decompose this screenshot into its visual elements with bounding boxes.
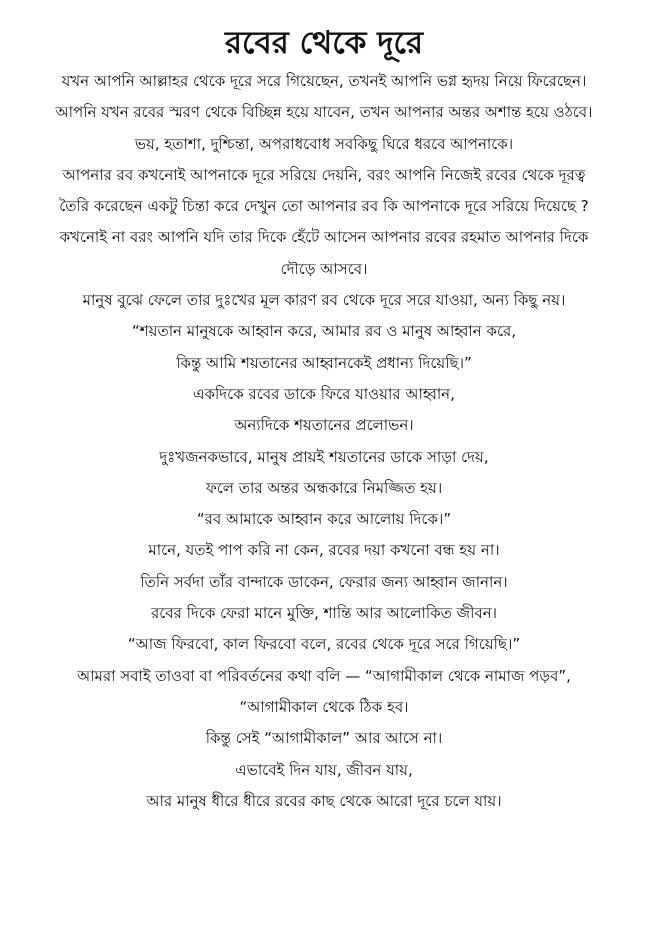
text-line: তিনি সর্বদা তাঁর বান্দাকে ডাকেন, ফেরার জন্য আহ্বান জানান। bbox=[140, 572, 508, 591]
text-line: আপনি যখন রবের স্মরণ থেকে বিচ্ছিন্ন হয়ে যাবেন, তখন আপনার অন্তর অশান্ত হয়ে ওঠবে। bbox=[55, 103, 593, 122]
text-line: আপনার রব কখনোই আপনাকে দূরে সরিয়ে দেয়নি, বরং আপনি নিজেই রবের থেকে দূরত্ব bbox=[62, 165, 586, 184]
text-line: ভয়, হতাশা, দুশ্চিন্তা, অপরাধবোধ সবকিছু ঘিরে ধরবে আপনাকে। bbox=[134, 134, 514, 153]
text-line: রবের দিকে ফেরা মানে মুক্তি, শান্তি আর আলোকিত জীবন। bbox=[150, 604, 498, 623]
quote-line: “আজ ফিরবো, কাল ফিরবো বলে, রবের থেকে দূরে সরে গিয়েছি।” bbox=[127, 635, 521, 654]
text-line: এভাবেই দিন যায়, জীবন যায়, bbox=[235, 760, 413, 779]
text-line: দুঃখজনকভাবে, মানুষ প্রায়ই শয়তানের ডাকে সাড়া দেয়, bbox=[159, 447, 489, 466]
quote-line: “রব আমাকে আহ্বান করে আলোয় দিকে।” bbox=[196, 510, 452, 529]
text-line: কিন্তু সেই “আগামীকাল” আর আসে না। bbox=[205, 729, 443, 748]
text-line: আর মানুষ ধীরে ধীরে রবের কাছ থেকে আরো দূরে চলে যায়। bbox=[146, 791, 502, 810]
text-line: একদিকে রবের ডাকে ফিরে যাওয়ার আহ্বান, bbox=[193, 384, 455, 403]
quote-line: “আগামীকাল থেকে ঠিক হব। bbox=[239, 697, 409, 716]
text-line: আমরা সবাই তাওবা বা পরিবর্তনের কথা বলি — “আগামীকাল থেকে নামাজ পড়ব”, bbox=[77, 666, 571, 685]
text-line: যখন আপনি আল্লাহর থেকে দূরে সরে গিয়েছেন, তখনই আপনি ভগ্ন হৃদয় নিয়ে ফিরেছেন। bbox=[61, 72, 587, 90]
quote-line: কিন্তু আমি শয়তানের আহ্বানকেই প্রধান্য দিয়েছি।” bbox=[176, 353, 472, 372]
quote-line: “শয়তান মানুষকে আহ্বান করে, আমার রব ও মানুষ আহ্বান করে, bbox=[131, 322, 517, 341]
document-body bbox=[14, 66, 634, 817]
document-title: রবের থেকে দূরে bbox=[225, 25, 423, 61]
text-line: দৌড়ে আসবে। bbox=[280, 259, 368, 278]
text-line: মানুষ বুঝে ফেলে তার দুঃখের মূল কারণ রব থেকে দূরে সরে যাওয়া, অন্য কিছু নয়। bbox=[82, 291, 566, 310]
text-line: ফলে তার অন্তর অন্ধকারে নিমজ্জিত হয়। bbox=[205, 478, 443, 497]
text-line: কখনোই না বরং আপনি যদি তার দিকে হেঁটে আসেন আপনার রবের রহমাত আপনার দিকে bbox=[59, 228, 589, 247]
text-line: মানে, যতই পাপ করি না কেন, রবের দয়া কখনো বন্ধ হয় না। bbox=[148, 541, 500, 560]
text-line: অন্যদিকে শয়তানের প্রলোভন। bbox=[234, 416, 414, 435]
text-line: তৈরি করেছেন একটু চিন্তা করে দেখুন তো আপনার রব কি আপনাকে দূরে সরিয়ে দিয়েছে ? bbox=[59, 197, 589, 216]
